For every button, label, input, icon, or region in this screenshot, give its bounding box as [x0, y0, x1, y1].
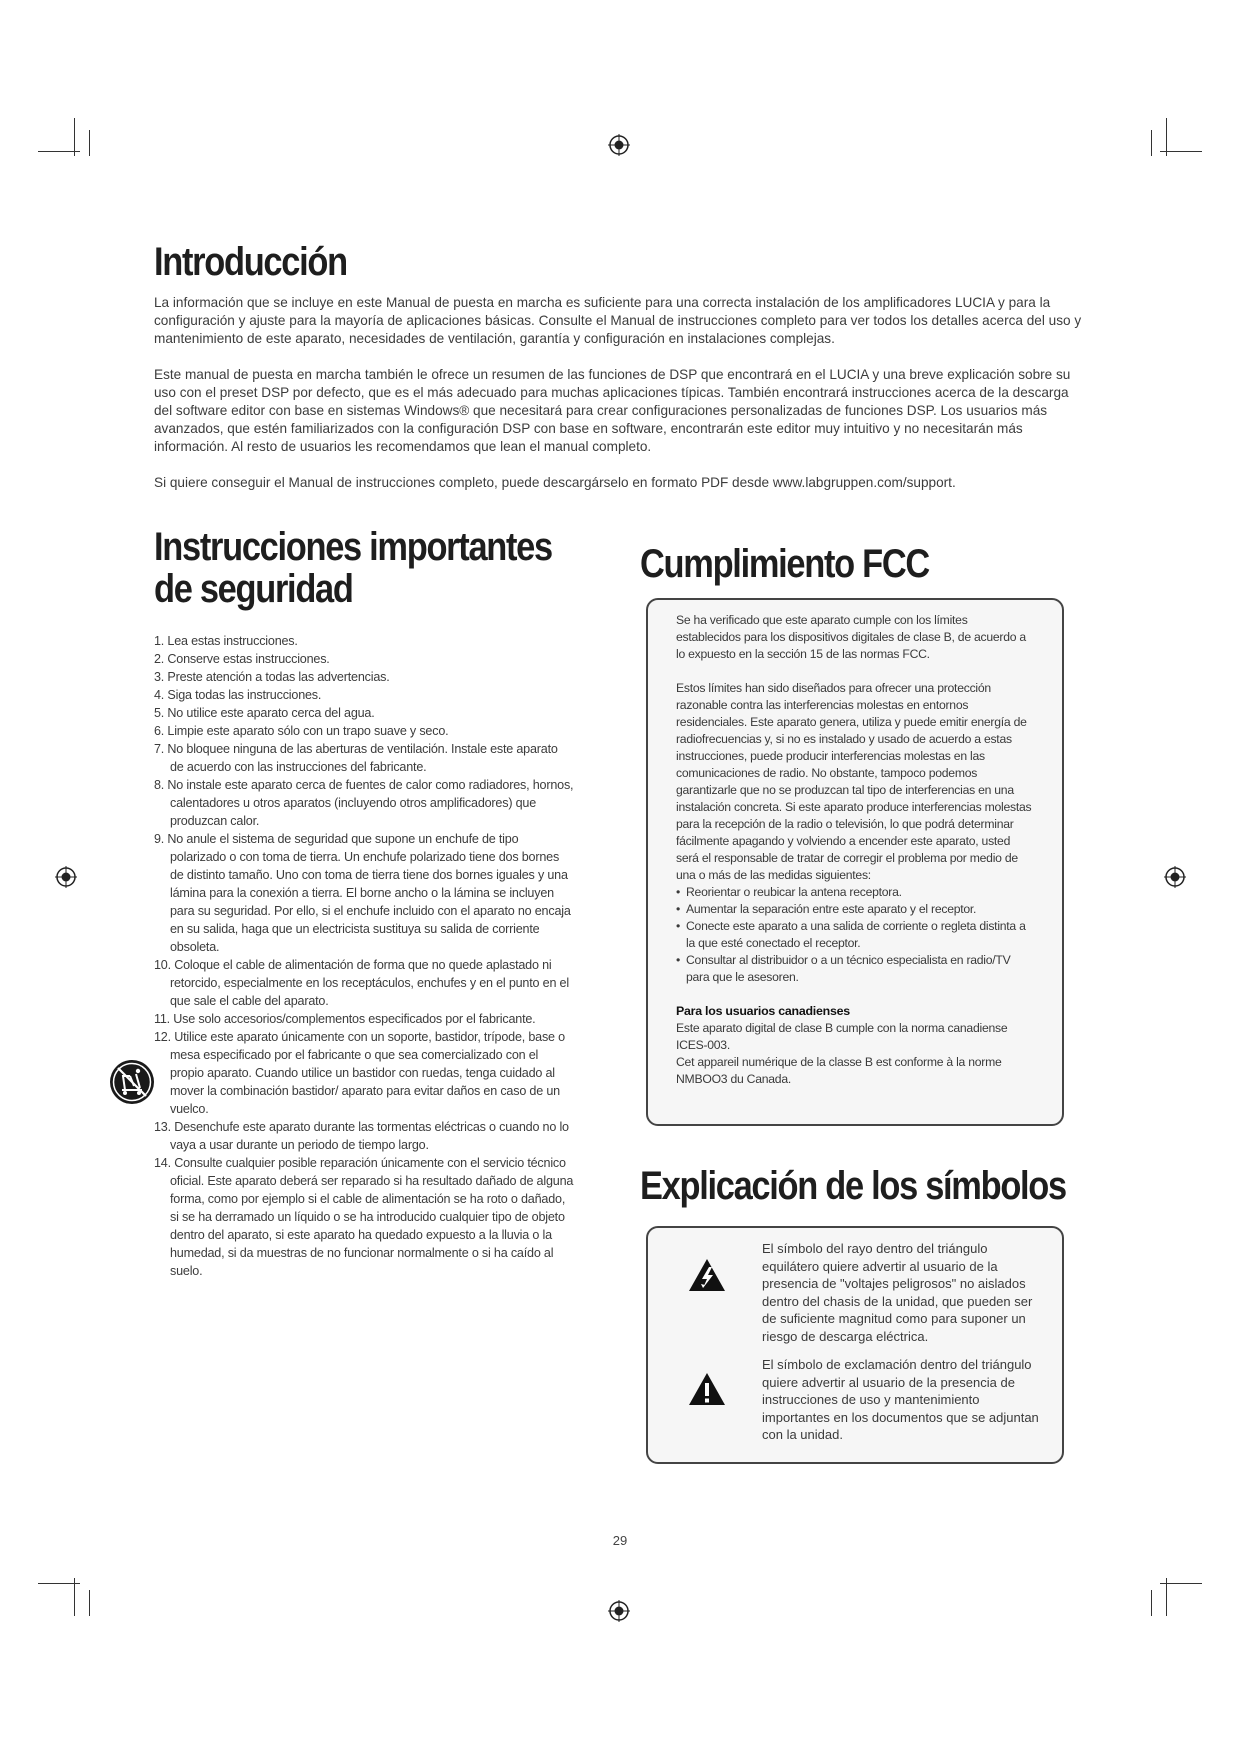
list-item: 12. Utilice este aparato únicamente con un soporte, bastidor, trípode, base o mesa especificado por el fabricante o que sea comercializado con el propio aparato. Cuando utilice un bastidor con ruedas, tenga cuidado al mover la combinación bastidor/ aparato para evitar daños en caso de un vuelco.	[154, 1030, 565, 1116]
intro-paragraph: La información que se incluye en este Manual de puesta en marcha es suficiente para una correcta instalación de los amplificadores LUCIA y para la configuración y ajuste para la mayoría de aplicaciones básicas. Consulte el Manual de instrucciones completo para ver todos los detalles acerca del uso y mantenimiento de este aparato, necesidades de ventilación, garantía y configuración en instalaciones complejas.	[154, 295, 1082, 346]
list-item: 14. Consulte cualquier posible reparación únicamente con el servicio técnico oficial. Este aparato deberá ser reparado si ha resultado dañado de alguna forma, como por ejemplo si el cable de alimentación se ha roto o dañado, si se ha derramado un líquido o se ha introducido cualquier tipo de objeto dentro del aparato, si este aparato ha quedado expuesto a la lluvia o la humedad, si da muestras de no funcionar normalmente o si ha caído al suelo.	[154, 1156, 574, 1278]
safety-heading	[154, 526, 552, 610]
list-item: • Reorientar o reubicar la antena receptora.	[676, 884, 1034, 901]
list-item: 4. Siga todas las instrucciones.	[154, 688, 322, 702]
exclamation-warning-icon	[688, 1372, 726, 1406]
list-item: 5. No utilice este aparato cerca del agua.	[154, 706, 375, 720]
canada-subheading: Para los usuarios canadienses	[676, 1004, 850, 1018]
registration-mark-icon	[608, 1600, 630, 1622]
list-item: 3. Preste atención a todas las advertencias.	[154, 670, 390, 684]
symbols-heading: Explicación de los símbolos	[640, 1164, 1066, 1208]
canada-paragraph: Este aparato digital de clase B cumple con la norma canadiense ICES-003.	[676, 1021, 1008, 1052]
list-item: • Consultar al distribuidor o a un técnico especialista en radio/TV para que le asesoren.	[676, 952, 1034, 986]
registration-mark-icon	[1164, 866, 1186, 888]
fcc-box	[646, 598, 1064, 1126]
cart-tipover-warning-icon	[108, 1058, 156, 1106]
fcc-paragraph: Estos límites han sido diseñados para ofrecer una protección razonable contra las interferencias molestas en entornos residenciales. Este aparato genera, utiliza y puede emitir energía de radiofrecuencias y, si no es instalado y usado de acuerdo a estas instrucciones, puede producir interferencias molestas en las comunicaciones de radio. No obstante, tampoco podemos garantizarle que no se produzcan tal tipo de interferencias en una instalación concreta. Si este aparato produce interferencias molestas para la recepción de la radio o televisión, lo que podrá determinar fácilmente apagando y volviendo a encender este aparato, usted será el responsable de tratar de corregir el problema por medio de una o más de las medidas siguientes:	[676, 681, 1032, 882]
registration-mark-icon	[55, 866, 77, 888]
intro-heading: Introducción	[154, 240, 347, 284]
intro-paragraph: Si quiere conseguir el Manual de instrucciones completo, puede descargárselo en formato PDF desde www.labgruppen.com/support.	[154, 475, 956, 490]
intro-section	[154, 294, 1084, 510]
page-number: 29	[612, 1533, 628, 1548]
lightning-warning-icon	[688, 1258, 726, 1292]
list-item: 13. Desenchufe este aparato durante las tormentas eléctricas o cuando no lo vaya a usar durante un periodo de tiempo largo.	[154, 1120, 569, 1152]
fcc-heading: Cumplimiento FCC	[640, 542, 929, 586]
list-item: 6. Limpie este aparato sólo con un trapo suave y seco.	[154, 724, 449, 738]
list-item: 11. Use solo accesorios/complementos especificados por el fabricante.	[154, 1012, 536, 1026]
safety-heading-line2: de seguridad	[154, 567, 353, 611]
safety-instructions-list	[154, 632, 574, 1280]
list-item: • Aumentar la separación entre este aparato y el receptor.	[676, 901, 1034, 918]
list-item: 1. Lea estas instrucciones.	[154, 634, 298, 648]
fcc-paragraph: Se ha verificado que este aparato cumple con los límites establecidos para los dispositivos digitales de clase B, de acuerdo a lo expuesto en la sección 15 de las normas FCC.	[676, 613, 1026, 661]
exclamation-symbol-text: El símbolo de exclamación dentro del triángulo quiere advertir al usuario de la presencia de instrucciones de uso y mantenimiento importantes en los documentos que se adjuntan con la unidad.	[762, 1357, 1039, 1443]
canada-paragraph: Cet appareil numérique de la classe B est conforme à la norme NMBOO3 du Canada.	[676, 1055, 1002, 1086]
list-item: • Conecte este aparato a una salida de corriente o regleta distinta a la que esté conectado el receptor.	[676, 918, 1034, 952]
symbols-box	[646, 1226, 1064, 1464]
list-item: 9. No anule el sistema de seguridad que supone un enchufe de tipo polarizado o con toma de tierra. Un enchufe polarizado tiene dos bornes de distinto tamaño. Uno con toma de tierra tiene dos bornes iguales y una lámina para la conexión a tierra. El borne ancho o la lámina se incluyen para su seguridad. Por ello, si el enchufe incluido con el aparato no encaja en su salida, haga que un electricista sustituya su salida de corriente obsoleta.	[154, 832, 571, 954]
registration-mark-icon	[608, 134, 630, 156]
intro-paragraph: Este manual de puesta en marcha también le ofrece un resumen de las funciones de DSP que encontrará en el LUCIA y una breve explicación sobre su uso con el preset DSP por defecto, que es el más adecuado para muchas aplicaciones típicas. También encontrará instrucciones acerca de la descarga del software editor con base en sistemas Windows® que necesitará para crear configuraciones personalizadas de funciones DSP. Los usuarios más avanzados, que estén familiarizados con la configuración DSP con base en software, encontrarán este editor muy intuitivo y no necesitarán más información. Al resto de usuarios les recomendamos que lean el manual completo.	[154, 367, 1071, 454]
list-item: 2. Conserve estas instrucciones.	[154, 652, 330, 666]
fcc-measures-list	[676, 884, 1034, 986]
safety-heading-line1: Instrucciones importantes	[154, 525, 552, 569]
lightning-symbol-text: El símbolo del rayo dentro del triángulo equilátero quiere advertir al usuario de la presencia de "voltajes peligrosos" no aislados dentro del chasis de la unidad, que pueden ser de suficiente magnitud como para suponer un riesgo de descarga eléctrica.	[762, 1241, 1033, 1344]
list-item: 7. No bloquee ninguna de las aberturas de ventilación. Instale este aparato de acuerdo con las instrucciones del fabricante.	[154, 742, 558, 774]
list-item: 10. Coloque el cable de alimentación de forma que no quede aplastado ni retorcido, especialmente en los receptáculos, enchufes y en el punto en el que sale el cable del aparato.	[154, 958, 569, 1008]
list-item: 8. No instale este aparato cerca de fuentes de calor como radiadores, hornos, calentadores u otros aparatos (incluyendo otros amplificadores) que produzcan calor.	[154, 778, 574, 828]
